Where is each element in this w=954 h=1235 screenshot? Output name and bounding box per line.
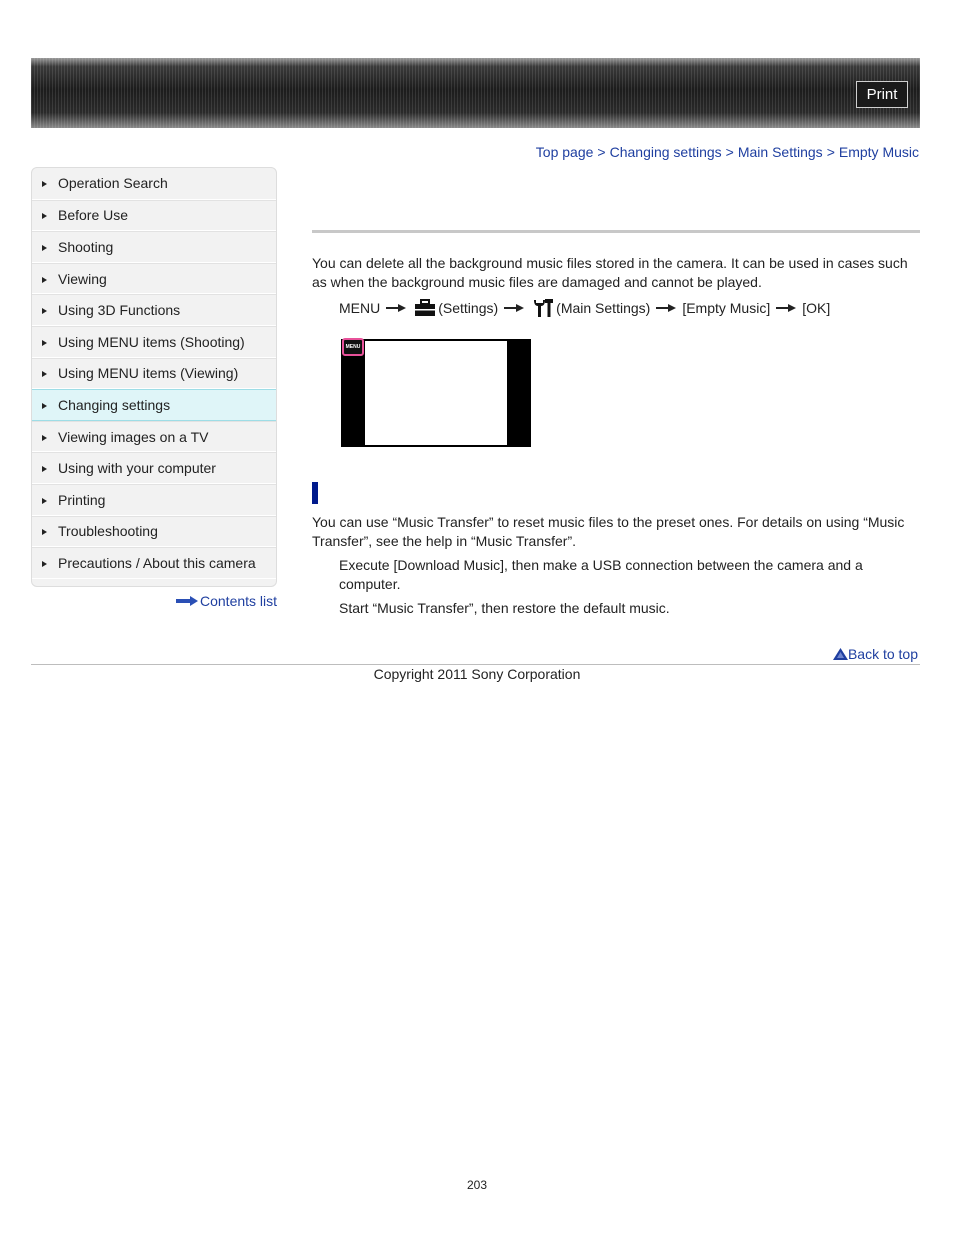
toolbox-icon: [414, 299, 436, 317]
contents-list-link[interactable]: [176, 593, 277, 609]
triangle-right-icon: [42, 371, 47, 377]
breadcrumb-changing-settings[interactable]: Changing settings: [609, 144, 722, 160]
right-arrow-icon: [656, 303, 676, 313]
sidebar-item-viewing[interactable]: [32, 263, 276, 295]
sidebar-item-precautions[interactable]: [32, 547, 276, 579]
breadcrumb-main-settings[interactable]: Main Settings: [737, 144, 823, 160]
right-arrow-icon: [504, 303, 524, 313]
title-divider: [312, 230, 920, 233]
restore-paragraph: You can use “Music Transfer” to reset music files to the preset ones. For details on using “Music Transfer”, see the help in “Music Transfer”.: [312, 514, 905, 549]
triangle-right-icon: [42, 466, 47, 472]
page-number: 203: [466, 1178, 488, 1192]
breadcrumb-separator: >: [725, 144, 734, 160]
breadcrumb-separator: >: [826, 144, 835, 160]
menu-path: [339, 297, 830, 319]
sidebar-item-menu-shooting[interactable]: [32, 326, 276, 358]
menu-path-main-settings: (Main Settings): [556, 300, 651, 316]
triangle-right-icon: [42, 308, 47, 314]
triangle-right-icon: [42, 245, 47, 251]
menu-path-settings: (Settings): [438, 300, 499, 316]
back-to-top-label: Back to top: [847, 646, 918, 662]
triangle-right-icon: [42, 181, 47, 187]
menu-path-ok: [OK]: [802, 300, 831, 316]
sidebar-item-changing-settings[interactable]: [32, 389, 276, 421]
sidebar-item-label: Shooting: [58, 238, 114, 255]
back-to-top-link[interactable]: [833, 646, 918, 662]
triangle-right-icon: [42, 498, 47, 504]
breadcrumb-top-page[interactable]: Top page: [535, 144, 594, 160]
sidebar-item-3d-functions[interactable]: [32, 294, 276, 326]
right-arrow-icon: [776, 303, 796, 313]
intro-paragraph: You can delete all the background music files stored in the camera. It can be used in cases such as when the background music files are damaged and cannot be played.: [312, 255, 908, 290]
sidebar-item-troubleshooting[interactable]: [32, 516, 276, 548]
step-1: Execute [Download Music], then make a USB connection between the camera and a computer.: [339, 557, 863, 592]
sidebar-item-shooting[interactable]: [32, 231, 276, 263]
menu-button-highlight: MENU: [342, 338, 364, 356]
sidebar-item-before-use[interactable]: [32, 200, 276, 232]
sidebar-item-operation-search[interactable]: [32, 168, 276, 200]
menu-path-menu: MENU: [339, 300, 381, 316]
camera-screen-display: [365, 341, 507, 445]
triangle-right-icon: [42, 435, 47, 441]
contents-arrow-icon: [176, 596, 198, 606]
sidebar-item-menu-viewing[interactable]: [32, 358, 276, 390]
sidebar-item-label: Viewing: [58, 270, 107, 287]
breadcrumb: [536, 144, 919, 160]
sidebar-item-label: Using 3D Functions: [58, 302, 181, 319]
triangle-right-icon: [42, 561, 47, 567]
wrench-icon: [532, 298, 554, 318]
sidebar-item-computer[interactable]: [32, 452, 276, 484]
triangle-right-icon: [42, 529, 47, 535]
triangle-right-icon: [42, 213, 47, 219]
step-2: Start “Music Transfer”, then restore the default music.: [339, 600, 670, 616]
breadcrumb-empty-music[interactable]: Empty Music: [838, 144, 919, 160]
sidebar-item-label: Operation Search: [58, 175, 168, 192]
camera-screen-illustration: [341, 339, 531, 447]
sidebar-item-label: Before Use: [58, 207, 129, 224]
back-to-top-icon: [833, 648, 848, 660]
copyright-text: Copyright 2011 Sony Corporation: [373, 666, 581, 682]
sidebar-item-tv[interactable]: [32, 421, 276, 453]
breadcrumb-separator: >: [597, 144, 606, 160]
sidebar-item-label: Using with your computer: [58, 460, 216, 477]
section-heading-marker: [312, 482, 318, 504]
footer-divider: [31, 664, 920, 665]
triangle-right-icon: [42, 277, 47, 283]
sidebar-item-label: Precautions / About this camera: [58, 554, 256, 571]
contents-list-label: Contents list: [200, 593, 278, 609]
sidebar-item-label: Using MENU items (Viewing): [58, 365, 239, 382]
sidebar-item-label: Viewing images on a TV: [58, 428, 209, 445]
sidebar-item-label: Changing settings: [58, 396, 171, 413]
sidebar-nav: [31, 167, 277, 587]
print-button[interactable]: Print: [856, 81, 908, 108]
menu-path-empty-music: [Empty Music]: [682, 300, 771, 316]
sidebar-item-printing[interactable]: [32, 484, 276, 516]
sidebar-item-label: Using MENU items (Shooting): [58, 333, 245, 350]
sidebar-item-label: Troubleshooting: [58, 523, 158, 540]
triangle-right-icon: [42, 403, 47, 409]
right-arrow-icon: [386, 303, 406, 313]
triangle-right-icon: [42, 340, 47, 346]
header-banner: [31, 58, 920, 128]
sidebar-item-label: Printing: [58, 491, 106, 508]
